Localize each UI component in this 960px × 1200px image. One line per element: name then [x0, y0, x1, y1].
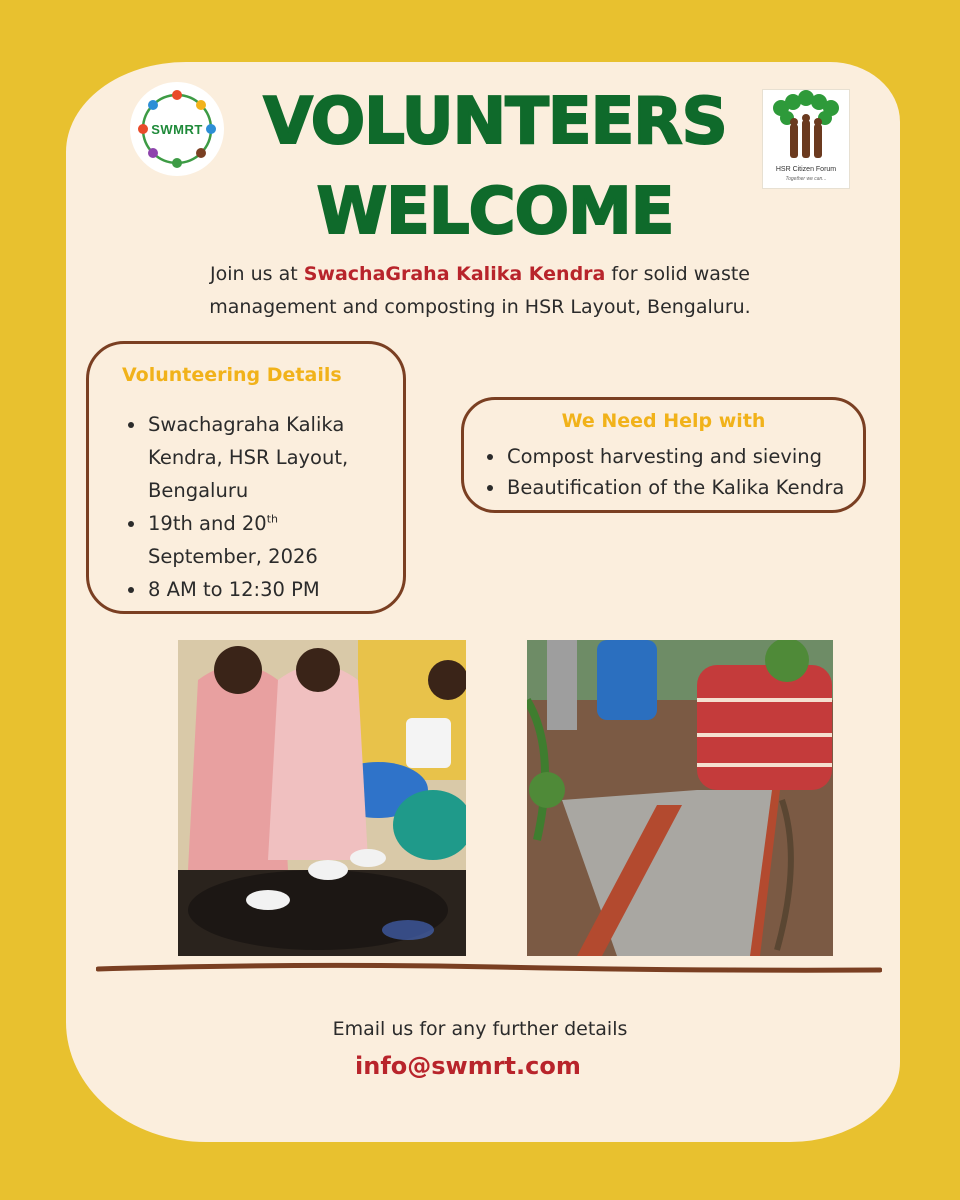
brown-divider-line — [96, 962, 882, 976]
details-list — [148, 408, 388, 606]
venue-highlight: SwachaGraha Kalika Kendra — [303, 263, 606, 285]
details-dates — [148, 507, 388, 573]
kalika-kendra-garden-photo — [527, 640, 833, 956]
help-item: Beautification of the Kalika Kendra — [507, 472, 857, 503]
headline-line-1: VOLUNTEERS — [263, 85, 727, 159]
details-date-suffix: th — [266, 512, 279, 526]
help-item: Compost harvesting and sieving — [507, 441, 857, 472]
footer-note: Email us for any further details — [332, 1018, 628, 1040]
contact-email[interactable]: info@swmrt.com — [355, 1052, 581, 1080]
details-title: Volunteering Details — [122, 364, 342, 386]
hsr-logo-tagline: Together we can... — [785, 176, 827, 182]
intro-paragraph — [160, 258, 800, 324]
help-title: We Need Help with — [561, 410, 766, 432]
help-needed-box — [461, 397, 866, 513]
headline-line-2: WELCOME — [316, 175, 674, 249]
volunteers-composting-photo — [178, 640, 466, 956]
intro-prefix: Join us at — [210, 263, 304, 285]
intro-suffix: for solid waste management and composting in HSR Layout, Bengaluru. — [209, 263, 751, 318]
details-location: Swachagraha Kalika Kendra, HSR Layout, Bengaluru — [148, 408, 388, 507]
swmrt-logo-text: SWMRT — [151, 121, 203, 137]
hsr-citizen-forum-logo — [762, 89, 850, 189]
volunteering-details-box — [86, 341, 406, 614]
details-date-days: 19th and 20 — [148, 512, 267, 535]
details-time: 8 AM to 12:30 PM — [148, 573, 388, 606]
details-date-month: September, 2026 — [148, 545, 318, 568]
swmrt-logo — [130, 82, 224, 176]
tree-people-icon — [763, 90, 849, 164]
hsr-logo-caption: HSR Citizen Forum — [775, 166, 837, 173]
help-list — [507, 441, 857, 503]
